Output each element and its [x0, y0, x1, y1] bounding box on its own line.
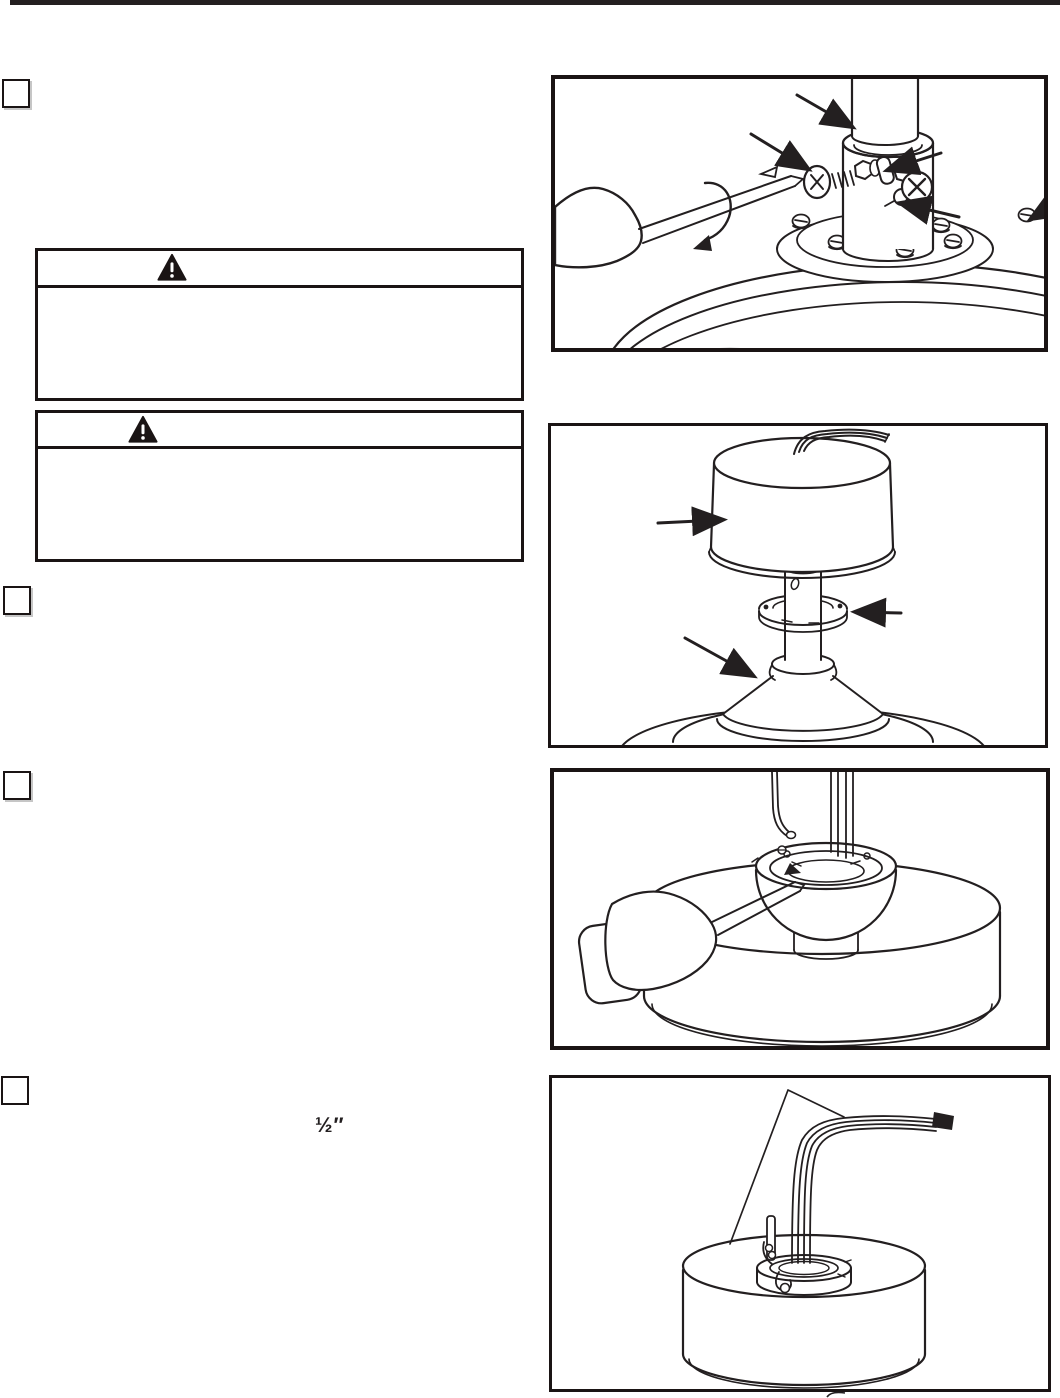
canopy-trim-ring-coupling-cover-illustration: [551, 426, 1045, 745]
step-checkbox-3: [3, 771, 31, 800]
warning-triangle-icon: [157, 253, 187, 282]
hanger-ball-tool-illustration: [554, 772, 1046, 1046]
figure-canopy-trim-ring: [548, 423, 1048, 748]
cropped-footer-mark: [825, 1390, 849, 1398]
figure-hanger-ball-tool: [550, 768, 1050, 1050]
warning-body: [38, 288, 521, 395]
warning-body: [38, 449, 521, 556]
step-checkbox-4: [1, 1076, 29, 1105]
warning-header: [38, 413, 521, 449]
motor-housing-lead-wires-illustration: [552, 1078, 1048, 1389]
figure-downrod-set-screws: [551, 75, 1048, 352]
downrod-coupling-set-screws-illustration: [555, 79, 1044, 348]
warning-header: [38, 251, 521, 288]
top-rule-bar: [10, 0, 1060, 5]
step-checkbox-1: [2, 79, 30, 108]
step-checkbox-2: [3, 586, 31, 615]
warning-box-2: [35, 410, 524, 562]
figure-motor-lead-wires: [549, 1075, 1051, 1392]
measurement-label: ½″: [315, 1114, 345, 1137]
warning-box-1: [35, 248, 524, 401]
warning-triangle-icon: [128, 415, 158, 444]
